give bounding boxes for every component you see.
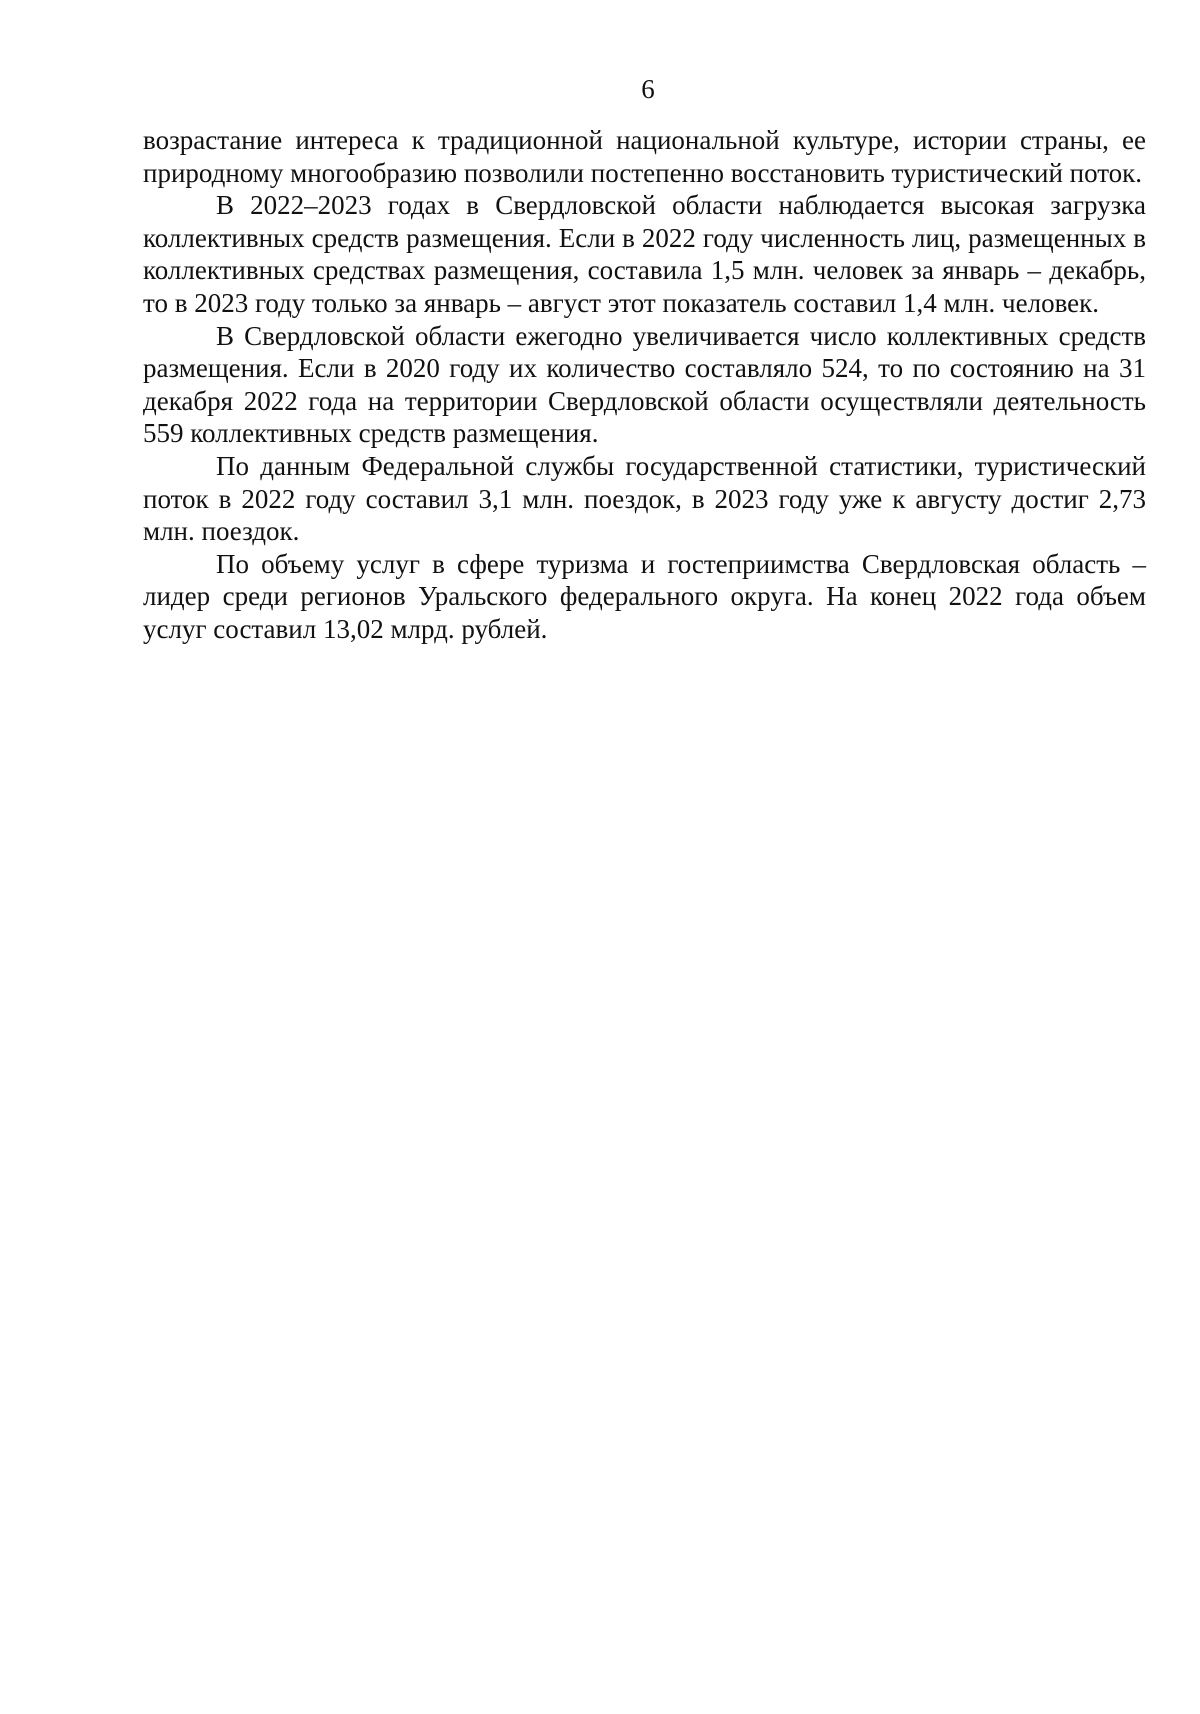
paragraph-accommodation-count: В Свердловской области ежегодно увеличивается число коллективных средств размещения. Если в 2020 году их количество составляло 524, то по состоянию на 31 декабря 2022 года на территории Свердловской области осуществляли деятельность 559 коллективных средств размещения. — [143, 320, 1146, 449]
paragraph-tourist-flow: По данным Федеральной службы государственной статистики, туристический поток в 2022 году составил 3,1 млн. поездок, в 2023 году уже к августу достиг 2,73 млн. поездок. — [143, 450, 1146, 547]
document-body — [143, 124, 1146, 646]
page-number: 6 — [641, 74, 655, 104]
paragraph-continuation: возрастание интереса к традиционной национальной культуре, истории страны, ее природному многообразию позволили постепенно восстановить туристический поток. — [143, 125, 1146, 188]
paragraph-services-volume: По объему услуг в сфере туризма и гостеприимства Свердловская область – лидер среди регионов Уральского федерального округа. На конец 2022 года объем услуг составил 13,02 млрд. рублей. — [143, 548, 1146, 644]
paragraph-accommodation-load: В 2022–2023 годах в Свердловской области наблюдается высокая загрузка коллективных средств размещения. Если в 2022 году численность лиц, размещенных в коллективных средствах размещения, составила 1,5 млн. человек за январь – декабрь, то в 2023 году только за январь – август этот показатель составил 1,4 млн. человек. — [143, 190, 1146, 318]
